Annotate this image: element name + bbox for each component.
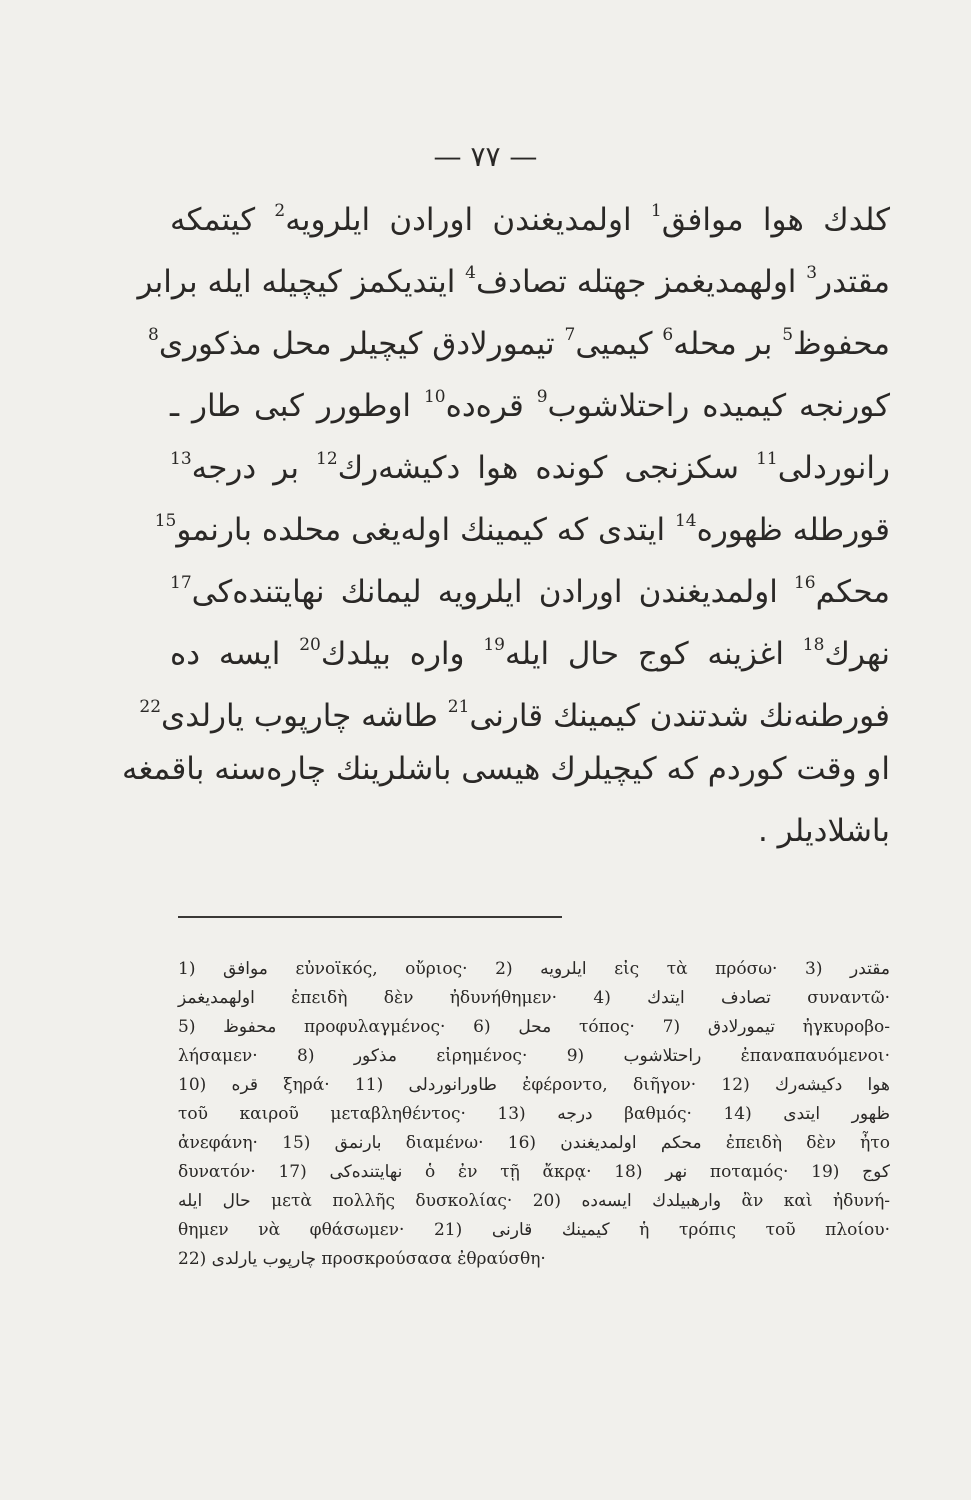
text-line: او وقت کوردم که کیچیلرك هیسی باشلرینك چاره‌سنه باقمغه <box>121 751 890 787</box>
footnotes <box>178 955 890 1274</box>
footnote-line: 5) محفوظ προφυλαγμένος· 6) محل τόπος· 7) تیمورلادق ἠγκυροβο- <box>178 1017 890 1037</box>
footnote-line: حال ایله μετὰ πολλῆς δυσκολίας· 20) وارهبیلدك ایسه‌ده ἂν καὶ ἠδυνή- <box>178 1191 890 1211</box>
text-line: مقتدر$^3$ اولهمدیغمز جهتله تصادف$^4$ ایتدیکمز کیچیله ایله برابر <box>137 263 890 300</box>
footnote-line: τοῦ καιροῦ μεταβληθέντος· 13) درجه βαθμός· 14) ظهور ایتدی <box>178 1104 890 1124</box>
footnote-line: λήσαμεν· 8) مذکور εἰρημένος· 9) راحتلاشوب ἐπαναπαυόμενοι· <box>178 1046 890 1066</box>
text-line: باشلادیلر . <box>757 813 890 849</box>
text-line: نهرك$^{18}$ اغزینه کوج حال ایله$^{19}$ واره بیلدك$^{20}$ ایسه ده <box>170 635 890 672</box>
footnote-divider <box>178 916 562 918</box>
text-line: رانوردلی$^{11}$ سکزنجی کونده هوا دکیشه‌رك$^{12}$ بر درجه$^{13}$ <box>170 449 890 486</box>
page-number: — ٧٧ — <box>433 140 538 173</box>
text-line: کورنجه کیمیده راحتلاشوب$^9$ قره‌ده$^{10}$ اوطورر کبی طار ـ <box>170 387 891 424</box>
text-line: فورطنه‌نك شدتندن کیمینك قارنی$^{21}$ طاشه چارپوب یارلدی$^{22}$ <box>139 697 890 734</box>
text-line: قورطله ظهوره$^{14}$ ایتدی که کیمینك اوله‌یغی محلده بارنمو$^{15}$ <box>154 511 890 548</box>
footnote-line: 22) چارپوب یارلدی προσκρούσασα ἐθραύσθη· <box>178 1249 546 1269</box>
footnote-line: 10) قره ξηρά· 11) طاورانوردلی ἐφέροντο, διῆγον· 12) هوا دکیشه‌رك <box>178 1075 891 1095</box>
footnote-line: اولهمدیغمز ἐπειδὴ δὲν ἠδυνήθημεν· 4) تصادف ایتدك συναντῶ· <box>178 988 890 1008</box>
text-line: کلدك هوا موافق$^1$ اولمدیغندن اورادن ایلرویه$^2$ کیتمکه <box>170 201 890 238</box>
footnote-line: δυνατόν· 17) نهایتنده‌کی ὁ ἐν τῇ ἄκρᾳ· 18) نهر ποταμός· 19) کوج <box>178 1162 890 1182</box>
footnote-line: ἀνεφάνη· 15) بارنمق διαμένω· 16) محکم اولمدیغندن ἐπειδὴ δὲν ἦτο <box>178 1133 890 1153</box>
footnote-line: 1) موافق εὐνοϊκός, οὔριος· 2) ایلرویه εἰς τὰ πρόσω· 3) مقتدر <box>178 959 890 979</box>
footnote-line: θημεν νὰ φθάσωμεν· 21) کیمینك قارنی ἡ τρόπις τοῦ πλοίου· <box>178 1220 891 1240</box>
main-text <box>121 180 891 862</box>
text-line: محکم$^{16}$ اولمدیغندن اورادن ایلرویه لیمانك نهایتنده‌کی$^{17}$ <box>170 573 890 610</box>
text-line: محفوظ$^5$ بر محله$^6$ کیمیی$^7$ تیمورلادق کیچیلر محل مذکوری$^8$ <box>147 325 890 362</box>
